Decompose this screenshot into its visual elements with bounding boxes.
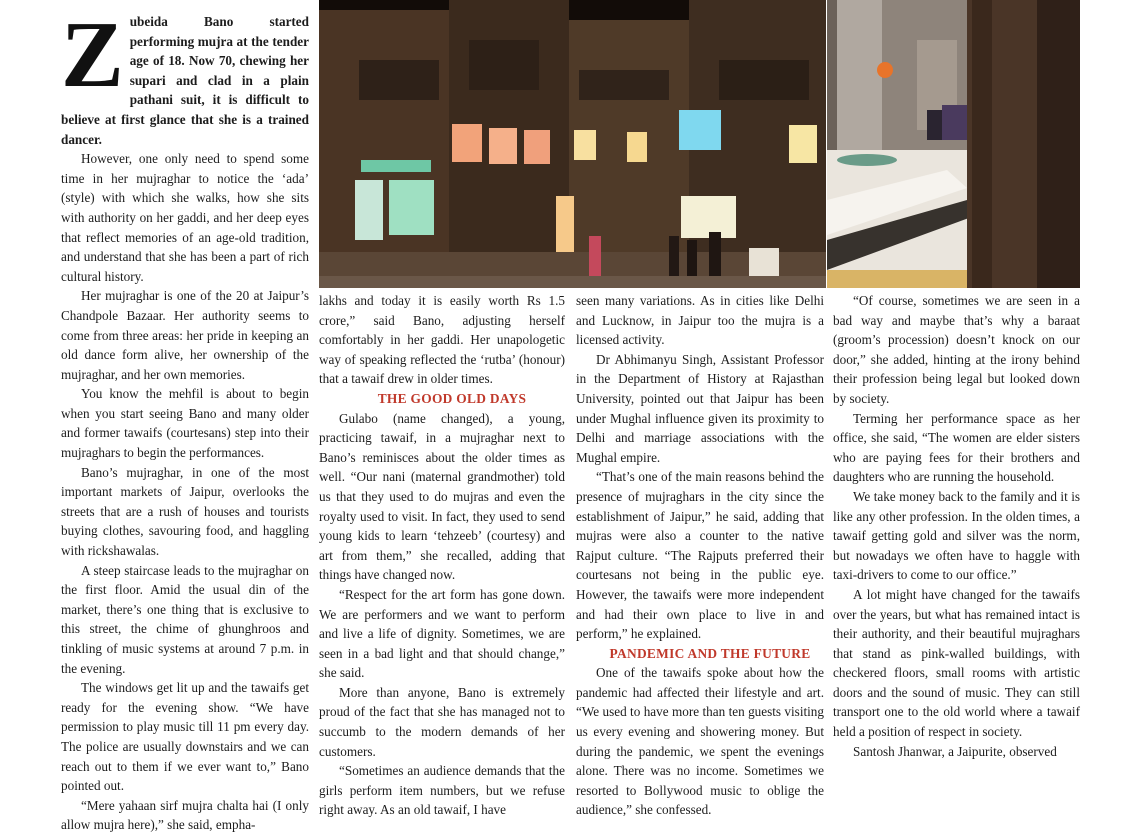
paragraph: “That’s one of the main reasons behind the presence of mujraghars in the city since the establishment of Jaipur,” he said, adding that mujras were also a counter to the native Rajput culture. “The Rajputs preferred their courtesans not being in the public eye. However, the tawaifs were more independent and had their own place to live in and perform,” he explained.	[576, 469, 824, 642]
paragraph: “Sometimes an audience demands that the girls perform item numbers, but we refuse right away. As an old tawaif, I have	[319, 763, 565, 818]
article-column-4	[833, 291, 1080, 761]
paragraph: Bano’s mujraghar, in one of the most important markets of Jaipur, overlooks the streets that are a rush of houses and tourists buying clothes, savouring food, and haggling with rickshawalas.	[61, 464, 309, 559]
paragraph: lakhs and today it is easily worth Rs 1.5 crore,” said Bano, adjusting herself comfortably in her gaddi. Her unapologetic way of speaking reflected the ‘rutba’ (honour) that a tawaif drew in older times.	[319, 293, 565, 387]
paragraph: Terming her performance space as her office, she said, “The women are elder sisters who are paying fees for their brothers and daughters who are running the household.	[833, 410, 1080, 485]
article-column-3	[576, 291, 824, 820]
subheading-pandemic: PANDEMIC AND THE FUTURE	[609, 645, 811, 661]
drop-cap: Z	[61, 3, 124, 107]
paragraph: We take money back to the family and it is like any other profession. In the olden times, a tawaif getting gold and silver was the norm, but nowadays we often have to haggle with taxi-drivers to come to our office.”	[833, 488, 1080, 583]
paragraph: A steep staircase leads to the mujraghar on the first floor. Amid the usual din of the market, there’s one thing that is exclusive to this street, the chime of ghunghroos and tinkling of music systems at around 7 p.m. in the evening.	[61, 562, 309, 676]
article-column-2	[319, 291, 565, 820]
paragraph: A lot might have changed for the tawaifs over the years, but what has remained intact is their authority, and their beautiful mujraghars that stand as pink-walled buildings, with checkered floors, small rooms with artistic doors and the sound of music. They can still transport one to the old world where a tawaif held a position of respect in society.	[833, 586, 1080, 740]
paragraph: More than anyone, Bano is extremely proud of the fact that she has managed not to succumb to the modern demands of her customers.	[319, 684, 565, 759]
paragraph: You know the mehfil is about to begin when you start seeing Bano and many older and former tawaifs (courtesans) step into their mujraghars to begin the performances.	[61, 386, 309, 461]
lead-paragraph: ubeida Bano started performing mujra at the tender age of 18. Now 70, chewing her supari and clad in a plain pathani suit, it is difficult to believe at first glance that she is a trained dancer.	[61, 14, 309, 147]
subheading-good-old-days: THE GOOD OLD DAYS	[377, 390, 527, 406]
street-night-photo	[319, 0, 826, 288]
mujraghar-interior-photo	[827, 0, 1080, 288]
street-night-illustration	[319, 0, 826, 288]
paragraph: One of the tawaifs spoke about how the pandemic had affected their lifestyle and art. “We used to have more than ten guests visiting us every evening and showering money. But during the pandemic, we spent the evenings alone. There was no income. Sometimes we resorted to Bollywood music to oblige the audience,” she confessed.	[576, 665, 824, 818]
paragraph: The windows get lit up and the tawaifs get ready for the evening show. “We have permission to play music till 11 pm every day. The police are usually downstairs and we can reach out to them if we ever want to,” Bano pointed out.	[61, 680, 309, 794]
paragraph: Santosh Jhanwar, a Jaipurite, observed	[853, 743, 1057, 759]
article-column-1	[61, 3, 309, 835]
paragraph: Gulabo (name changed), a young, practicing tawaif, in a mujraghar next to Bano’s reminisces about the older times as well. “Our nani (maternal grandmother) told us that they used to do mujras and even the royalty used to visit. In fact, they used to send young kids to learn ‘tehzeeb’ (courtesy) and art from them,” she recalled, adding that things have changed now.	[319, 410, 565, 583]
interior-illustration	[827, 0, 1080, 288]
paragraph: “Mere yahaan sirf mujra chalta hai (I only allow mujra here),” she said, empha-	[61, 797, 309, 833]
paragraph: “Respect for the art form has gone down. We are performers and we want to perform and live a life of dignity. Sometimes, we are seen in a bad light and that should change,” she said.	[319, 586, 565, 681]
paragraph: seen many variations. As in cities like Delhi and Lucknow, in Jaipur too the mujra is a licensed activity.	[576, 293, 824, 348]
paragraph: Her mujraghar is one of the 20 at Jaipur’s Chandpole Bazaar. Her authority seems to come from three areas: her pride in keeping an old dance form alive, her ownership of the mujraghar, and her own memories.	[61, 288, 309, 382]
paragraph: “Of course, sometimes we are seen in a bad way and maybe that’s why a baraat (groom’s procession) doesn’t knock on our door,” she added, hinting at the irony behind their profession being legal but looked down by society.	[833, 293, 1080, 406]
paragraph: However, one only need to spend some time in her mujraghar to notice the ‘ada’ (style) with which she walks, how she sits with authority on her gaddi, and her deep eyes that reflect memories of an age-old tradition, and understand that she has been a part of rich cultural history.	[61, 151, 309, 284]
paragraph: Dr Abhimanyu Singh, Assistant Professor in the Department of History at Rajasthan University, pointed out that Jaipur has been under Mughal influence given its proximity to Delhi and marriage associations with the Mughal empire.	[576, 351, 824, 465]
